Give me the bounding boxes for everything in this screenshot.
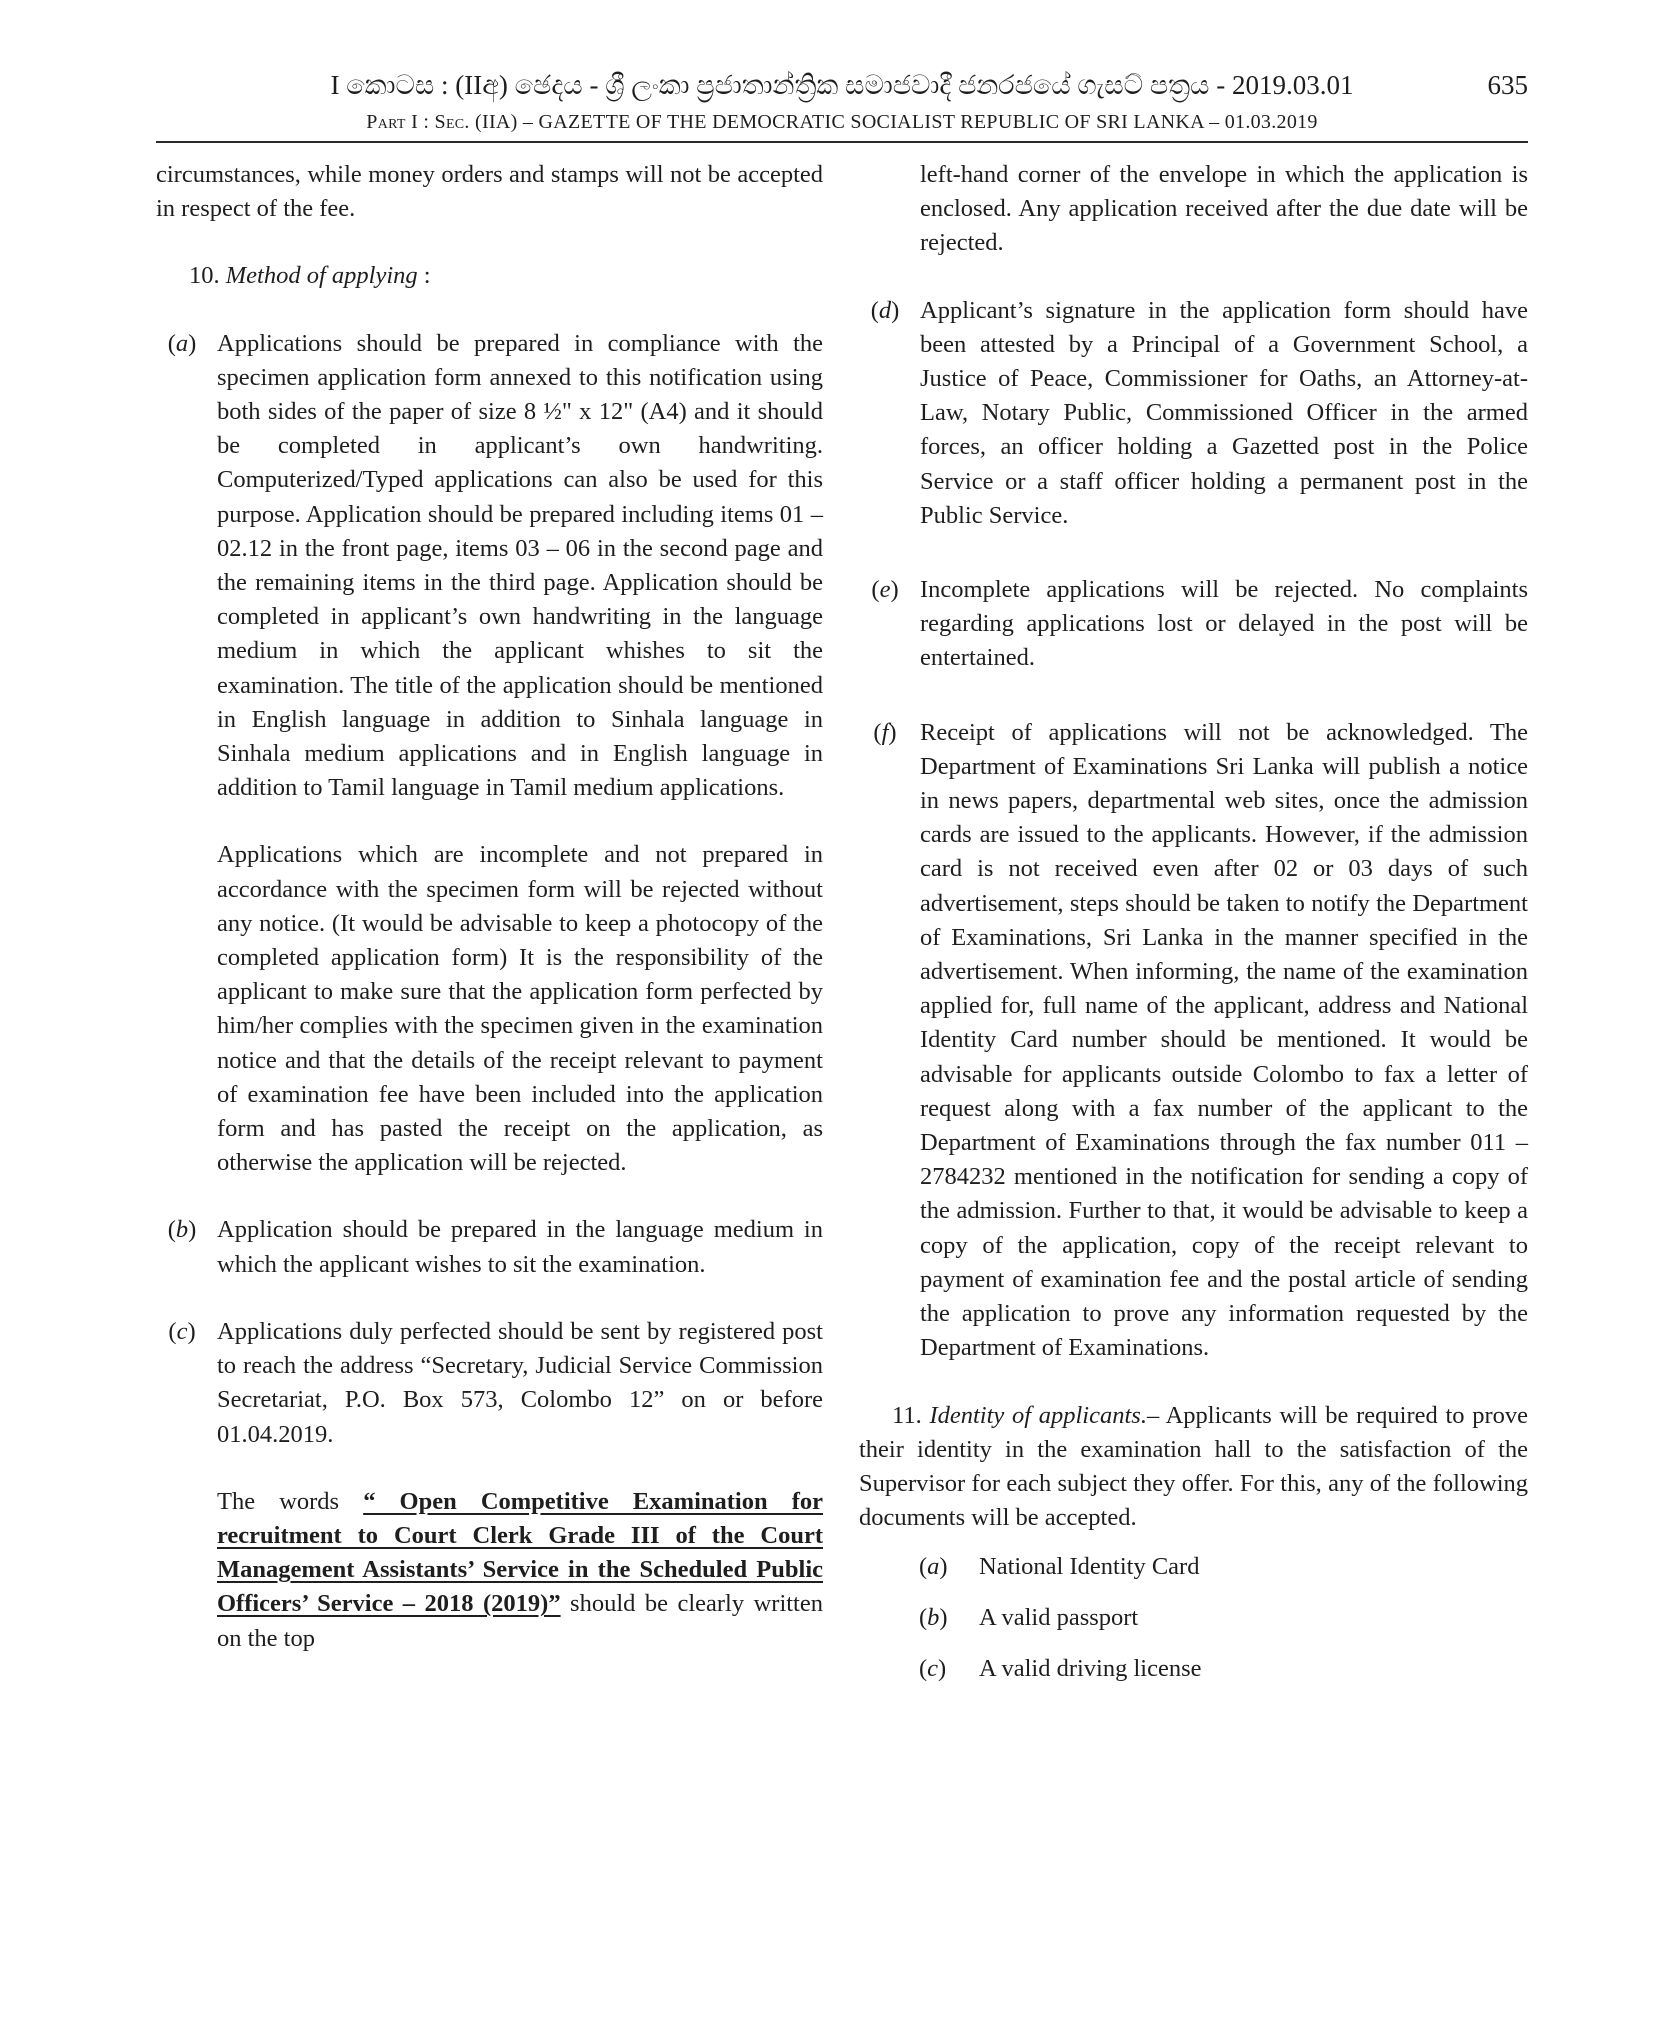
identity-documents-list xyxy=(859,1549,1528,1687)
header-english-title: Part I : Sec. (IIA) – GAZETTE OF THE DEMOCRATIC SOCIALIST REPUBLIC OF SRI LANKA – 01.03.2019 xyxy=(366,111,1318,133)
item-10c-text-2: The words “ Open Competitive Examination for recruitment to Court Clerk Grade III of the Court Management Assistants’ Service in the Scheduled Public Officers’ Service – 2018 (2019)” should be clearly written on the top xyxy=(217,1487,823,1652)
header-sec: Sec. xyxy=(434,111,470,133)
list-item: (c) A valid driving license xyxy=(919,1655,1202,1683)
section-10-heading: 10. Method of applying : xyxy=(189,262,431,290)
list-item: (b) A valid passport xyxy=(919,1604,1139,1632)
item-10a xyxy=(156,327,823,1181)
item-label: (f) xyxy=(873,718,897,746)
right-column xyxy=(859,158,1528,1702)
section-11-paragraph: 11. Identity of applicants.– Applicants will be required to prove their identity in the examination hall to the satisfaction of the Supervisor for each subject they offer. For this, any of the following documents will be accepted. xyxy=(859,1401,1529,1532)
item-10e-text: Incomplete applications will be rejected. No complaints regarding applications lost or delayed in the post will be entertained. xyxy=(920,576,1528,672)
item-10b xyxy=(156,1213,823,1281)
header-rule xyxy=(156,141,1528,143)
item-10f xyxy=(859,716,1528,1366)
item-10a-text-2: Applications which are incomplete and not prepared in accordance with the specimen form will be rejected without any notice. (It would be advisable to keep a photocopy of the completed application form) It is the responsibility of the applicant to make sure that the application form perfected by him/her complies with the specimen given in the examination notice and that the details of the receipt relevant to payment of examination fee have been included into the application form and has pasted the receipt on the application, as otherwise the application will be rejected. xyxy=(217,841,823,1177)
item-10a-text: Applications should be prepared in compliance with the specimen application form annexed to this notification using both sides of the paper of size 8 ½" x 12" (A4) and it should be completed in applicant’s own handwriting. Computerized/Typed applications can also be used for this purpose. Application should be prepared including items 01 – 02.12 in the front page, items 03 – 06 in the second page and the remaining items in the third page. Application should be completed in applicant’s own handwriting in the language medium in which the applicant whishes to sit the examination. The title of the application should be mentioned in English language in addition to Sinhala language in Sinhala medium applications and in English language in addition to Tamil language in Tamil medium applications. xyxy=(217,329,823,802)
item-10c-continuation: left-hand corner of the envelope in which the application is enclosed. Any application received after the due date will be rejected. xyxy=(920,161,1528,257)
item-10d xyxy=(859,294,1528,533)
item-10c-text: Applications duly perfected should be sent by registered post to reach the address “Secretary, Judicial Service Commission Secretariat, P.O. Box 573, Colombo 12” on or before 01.04.2019. xyxy=(217,1317,823,1448)
item-label: (a) xyxy=(167,329,197,357)
intro-paragraph: circumstances, while money orders and stamps will not be accepted in respect of the fee. xyxy=(156,161,823,223)
header-sinhala-title: I කොටස : (IIඅ) ඡෙදය - ශ්‍රී ලංකා ප්‍රජාතාන්ත්‍රික සමාජවාදී ජනරජයේ ගැසට් පත්‍රය - 2019.03.01 xyxy=(330,70,1354,100)
page-header xyxy=(156,66,1528,146)
section-11-title: Identity of applicants. xyxy=(929,1401,1147,1429)
item-label: (d) xyxy=(870,296,900,324)
item-10b-text: Application should be prepared in the language medium in which the applicant wishes to sit the examination. xyxy=(217,1216,823,1278)
item-label: (c) xyxy=(168,1317,196,1345)
list-item: (a) National Identity Card xyxy=(919,1553,1200,1581)
exam-title-emphasis: “ Open Competitive Examination for recruitment to Court Clerk Grade III of the Court Management Assistants’ Service in the Scheduled Public Officers’ Service – 2018 (2019)” xyxy=(217,1487,823,1618)
item-10e xyxy=(859,573,1528,676)
item-label: (e) xyxy=(871,576,899,604)
item-10c-continued xyxy=(859,158,1528,261)
left-column xyxy=(156,158,823,1656)
item-10d-text: Applicant’s signature in the application form should have been attested by a Principal of a Government School, a Justice of Peace, Commissioner for Oaths, an Attorney-at-Law, Notary Public, Commissioned Officer in the armed forces, an officer holding a Gazetted post in the Police Service or a staff officer holding a permanent post in the Public Service. xyxy=(920,296,1528,529)
header-part: Part xyxy=(366,111,406,133)
page-number: 635 xyxy=(1487,70,1528,100)
item-10c xyxy=(156,1315,823,1656)
item-label: (b) xyxy=(167,1216,197,1244)
item-10f-text: Receipt of applications will not be acknowledged. The Department of Examinations Sri Lanka will publish a notice in news papers, departmental web sites, once the admission cards are issued to the applicants. However, if the admission card is not received even after 02 or 03 days of such advertisement, steps should be taken to notify the Department of Examinations, Sri Lanka in the manner specified in the advertisement. When informing, the name of the examination applied for, full name of the applicant, address and National Identity Card number should be mentioned. It would be advisable for applicants outside Colombo to fax a letter of request along with a fax number of the applicant to the Department of Examinations through the fax number 011 – 2784232 mentioned in the notification for sending a copy of the admission. Further to that, it would be advisable to keep a copy of the application, copy of the receipt relevant to payment of examination fee and the postal article of sending the application to prove any information requested by the Department of Examinations. xyxy=(920,718,1528,1362)
